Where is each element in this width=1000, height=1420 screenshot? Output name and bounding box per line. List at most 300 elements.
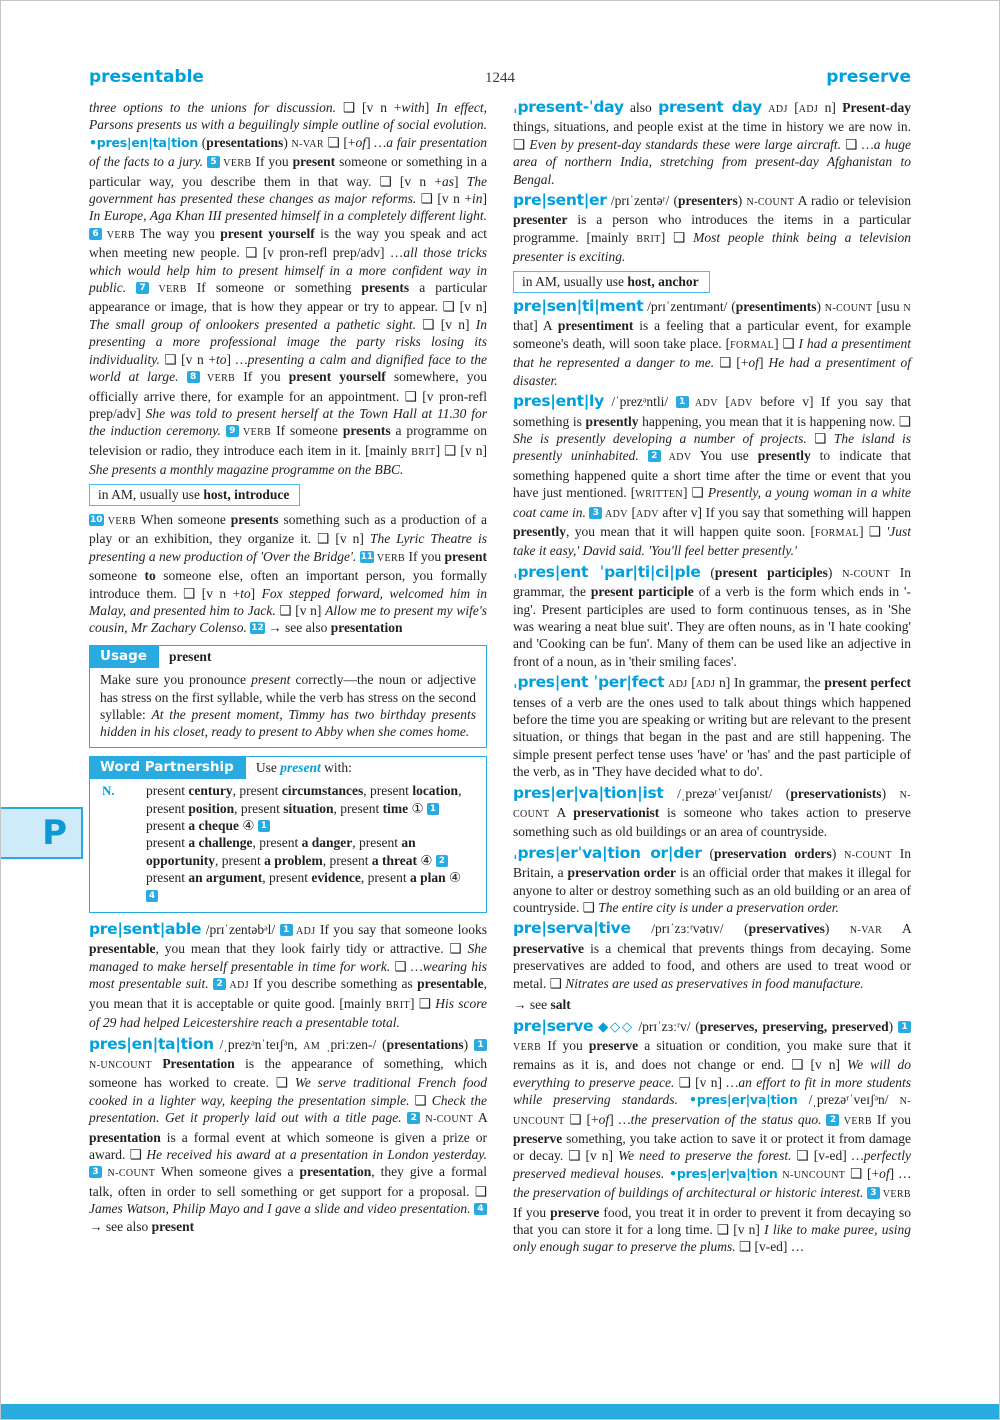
example-text: …perfectly preserved medieval houses. <box>513 1148 911 1181</box>
bold-text: preservative <box>513 940 584 956</box>
bold-text: Presentation <box>162 1055 235 1071</box>
text-run: present <box>146 783 189 799</box>
bold-text: preserves, preserving, preserved <box>699 1018 889 1034</box>
text-run: , present <box>363 783 413 799</box>
grammar-label: BRIT <box>411 446 436 458</box>
sense-number-badge: 9 <box>226 425 239 437</box>
text-run: something, you take action to save it or protect it from damage or decay. ❑ [v n] <box>513 1130 911 1164</box>
bottom-edge-bar <box>1 1404 999 1419</box>
example-text: of <box>598 1111 610 1127</box>
grammar-label: WRITTEN <box>635 489 683 501</box>
guide-word-right: preserve <box>826 67 911 87</box>
text-run: In grammar, the <box>513 564 912 600</box>
text-run: ] <box>250 585 262 601</box>
grammar-label: ADV <box>602 508 628 520</box>
text-run: /prɪˈzentɪmənt/ ( <box>643 299 736 315</box>
text-run: present <box>146 818 189 834</box>
text-run: to indicate that something happened quite a short time after the time or event that you have just mentioned. [ <box>513 448 911 501</box>
bold-text: a threat <box>371 852 418 868</box>
text-run: with: <box>320 759 352 775</box>
bold-text: present <box>292 154 336 170</box>
bold-text: an opportunity <box>146 835 416 868</box>
text-run: ] <box>226 351 236 367</box>
text-run: ❑ <box>394 958 411 974</box>
grammar-label: VERB <box>839 1115 872 1127</box>
bold-text: presentiment <box>557 318 634 334</box>
headword: present day <box>658 98 762 116</box>
bold-text: presently <box>585 413 639 429</box>
text-run: [ <box>687 675 696 691</box>
xref-see-salt <box>513 996 911 1013</box>
example-text: …a huge area of northern India, stretching from present-day Afghanistan to Bengal. <box>513 136 911 187</box>
usage-box-present <box>89 645 487 748</box>
grammar-label: ADV <box>729 398 753 410</box>
example-text: In Europe, Aga Khan III presented himself in a completely different light. <box>89 208 487 224</box>
text-run: ❑ [v n] <box>678 1074 727 1090</box>
grammar-label: ADV <box>635 508 659 520</box>
bold-text: host, introduce <box>203 486 290 502</box>
example-text: The small group of onlookers presented a pathetic sight. <box>89 316 423 332</box>
grammar-label: ADJ <box>668 679 688 691</box>
text-run: If you <box>871 1111 912 1127</box>
example-text: …the preservation of buildings of architectural or historic interest. <box>513 1165 911 1201</box>
text-run: ❑ [v n] <box>279 602 326 618</box>
grammar-label: ADV <box>660 452 692 464</box>
text-run: When someone <box>136 511 231 527</box>
text-run: /prɪˈzentəʳ/ ( <box>606 193 679 209</box>
text-run: ] <box>482 191 487 207</box>
text-run: tenses of a verb are the ones used to talk about things which happened before the time you are speaking or writing but are relevant to the present situation, or things that began in the past and are still happening. The simple present perfect tense uses 'have' or 'has' and the past participle of the verb, as in 'They have decided what to do'. <box>513 694 911 780</box>
grammar-label: ADV <box>688 398 718 410</box>
bold-text: present participles <box>714 564 828 580</box>
text-run: , present <box>252 835 302 851</box>
inline-headword: •pres|er|va|tion <box>669 1165 778 1181</box>
grammar-label: N-COUNT <box>102 1168 156 1180</box>
headword: pres|er|va|tion|ist <box>513 783 664 802</box>
sense-number-badge: 11 <box>360 551 374 562</box>
text-run: in AM, usually use <box>98 486 204 502</box>
grammar-label: ADJ <box>798 104 819 115</box>
text-run: is an official order that makes it illegal for anyone to alter or destroy something such as an old building or an area of countryside. ❑ <box>513 865 911 916</box>
bold-text: presenters <box>678 193 738 209</box>
text-run: ④ <box>238 818 258 834</box>
text-run: If you <box>405 548 445 564</box>
word-partnership-rows <box>146 782 476 904</box>
example-text: Most people think being a television presenter is exciting. <box>513 229 912 265</box>
sense-number-badge: 5 <box>207 156 220 168</box>
example-text: Presently, a young woman in a white coat came in. <box>513 485 911 520</box>
text-run: present <box>146 835 189 851</box>
bold-text: to <box>144 568 156 584</box>
text-run: ] <box>424 100 437 115</box>
word-partnership-tab: Word Partnership <box>90 757 246 779</box>
example-text: At the present moment, Timmy has two birthday presents hidden in his closet, ready to present to Abby when she comes home. <box>100 707 476 740</box>
text-run: , present <box>352 835 402 851</box>
text-run: /prɪˈzentəbᵊl/ <box>201 922 280 938</box>
text-run: ) <box>283 134 292 150</box>
text-run: ❑ [+ <box>323 134 356 150</box>
sense-number-badge: 4 <box>474 1203 487 1215</box>
example-text: James Watson, Philip Mayo and I gave a slide and video presentation. <box>89 1201 474 1217</box>
example-text: with <box>401 100 425 115</box>
text-run: someone <box>89 568 145 584</box>
bold-text: preservationist <box>573 805 660 821</box>
example-text: in <box>471 191 483 207</box>
text-run: You use <box>691 448 758 464</box>
bold-text: present <box>151 1218 195 1234</box>
bold-text: an argument <box>188 870 263 886</box>
text-run: ] <box>454 173 467 189</box>
headword: pre|sent|er <box>513 191 607 210</box>
bold-text: presentations <box>206 134 284 150</box>
bold-text: host, anchor <box>627 273 699 289</box>
sense-number-badge: 1 <box>280 924 293 936</box>
entry-present-perfect <box>513 674 911 780</box>
text-run: ❑ [v n + <box>420 191 472 207</box>
example-text: …a fair presentation of the facts to a jury. <box>89 134 488 170</box>
example-text: She managed to make herself presentable in time for work. <box>89 941 487 974</box>
example-text: I had a presentiment that he represented a danger to me. <box>513 335 911 371</box>
bold-text: presentable <box>89 941 156 957</box>
text-run: A <box>549 805 574 821</box>
text-run: A <box>473 1110 487 1126</box>
text-run: ) <box>831 845 845 861</box>
text-run: A <box>882 921 912 937</box>
sense-number-badge: 3 <box>589 507 602 519</box>
text-run: ❑ <box>814 430 834 446</box>
bold-text: present perfect <box>824 675 912 691</box>
bold-text: present yourself <box>220 225 315 241</box>
text-run: , present <box>146 783 462 816</box>
text-columns <box>89 99 911 1389</box>
text-run: ④ <box>445 870 462 886</box>
text-run: ) <box>888 1018 898 1034</box>
example-text: Check the presentation. Get it properly laid out with a title page. <box>89 1092 487 1126</box>
text-run: things, situations, and people exist at the time in history we are now in. ❑ <box>513 119 911 152</box>
text-run: [ <box>627 504 636 520</box>
example-text: to <box>215 351 227 367</box>
example-text: to <box>240 585 251 601</box>
bold-text: presents <box>361 280 410 296</box>
text-run: someone else, often an important person, you formally introduce them. ❑ [v n + <box>89 568 487 601</box>
example-text: In presenting a more professional image the party risks losing its individuality. <box>89 316 487 367</box>
text-run: , present <box>360 870 410 886</box>
example-text: as <box>442 173 455 189</box>
text-run: /ˌprezəʳˈveɪʃənɪst/ ( <box>663 785 791 801</box>
text-run: , you mean that it will happen quite soon. [ <box>566 523 816 539</box>
bold-text: a plan <box>409 870 446 886</box>
bold-text: presentation <box>299 1164 372 1180</box>
grammar-label: VERB <box>513 1041 542 1053</box>
sense-number-badge: 3 <box>89 1166 102 1178</box>
text-run: /ˌprezᵊnˈteɪʃᵊn, <box>213 1036 304 1052</box>
text-run: ❑ [v-ed] <box>796 1148 852 1164</box>
grammar-label: N-UNCOUNT <box>782 1169 846 1181</box>
bold-text: a danger <box>301 835 353 851</box>
example-text: …an effort to fit in more students while preserving standards. <box>513 1074 911 1108</box>
frequency-diamonds: ◆◇◇ <box>593 1018 634 1034</box>
sense-number-badge: 1 <box>676 396 689 408</box>
example-text: He had a presentiment of disaster. <box>513 355 911 388</box>
text-run: of a verb is the form which ends in '-ing'. Present participles are used to form continuous tenses, as in 'She was wearing a neat blue suit'. They are often nouns, as in 'I hate cooking' and 'Cooking can be fun'. Many of them can be used like an adjective in front of a noun, as in 'their smiling faces'. <box>513 584 911 669</box>
example-text: I like to make puree, using only enough sugar to preserve the plums. <box>513 1221 911 1255</box>
text-run: , present <box>262 870 312 886</box>
text-run: In Britain, a <box>513 845 912 881</box>
sense-number-badge: 12 <box>251 623 264 634</box>
entry-presenter <box>513 192 911 266</box>
text-run: ] <box>758 355 769 371</box>
headword: ˌpres|ent ˈper|fect <box>513 673 665 692</box>
text-run: ] ❑ <box>410 995 436 1011</box>
example-text: We will do everything to preserve peace. <box>513 1057 911 1090</box>
grammar-label: N-COUNT <box>844 849 892 861</box>
example-text: Even by present-day standards these were large aircraft. <box>529 136 846 152</box>
text-run: before v] If you say that something is <box>513 394 911 429</box>
text-run: is a person who introduces the items in a particular programme. [mainly <box>513 212 911 245</box>
text-run: ④ <box>417 852 436 868</box>
grammar-label: N-COUNT <box>824 303 873 315</box>
bold-text: presentation <box>330 620 403 636</box>
text-run: , present <box>322 852 372 868</box>
example-text: …the preservation of the status quo. <box>618 1111 827 1127</box>
text-run: ❑ [v-ed] … <box>738 1239 805 1255</box>
text-run: ] ❑ <box>660 229 694 245</box>
page-header <box>89 67 911 87</box>
headword: pres|ent|ly <box>513 392 604 411</box>
entry-preservation-order <box>513 845 911 917</box>
sense-number-badge: 2 <box>648 450 661 462</box>
example-text: Nitrates are used as preservatives in food manufacture. <box>565 975 864 991</box>
text-run: ] ❑ <box>774 335 799 351</box>
grammar-label: FORMAL <box>815 527 860 539</box>
grammar-label: VERB <box>149 284 187 296</box>
entry-preservationist <box>513 785 911 841</box>
text-run: If you <box>235 369 289 385</box>
bold-text: present participle <box>590 584 694 600</box>
bold-text: century <box>188 783 233 799</box>
text-run: Make sure you pronounce <box>100 672 252 688</box>
text-run: ] ❑ [v n] <box>435 442 487 458</box>
text-run: ) <box>881 785 900 801</box>
text-run: , present <box>215 852 265 868</box>
headword: pres|en|ta|tion <box>89 1034 214 1053</box>
bold-text: salt <box>550 997 571 1013</box>
bold-text: presentation <box>89 1129 161 1145</box>
grammar-label: ADJ <box>768 104 788 115</box>
text-run: , they give a formal talk, often in order to sell something or get support for a proposal. ❑ <box>89 1164 488 1199</box>
example-text: We serve traditional French food cooked in a lighter way, keeping the presentation simple. <box>89 1075 487 1108</box>
example-text: Fox stepped forward, welcomed him in Malay, and presented him to Jack. <box>89 585 487 618</box>
text-run: → see <box>513 997 551 1013</box>
text-run: also <box>623 100 659 115</box>
sense-link-badge: 4 <box>146 890 158 902</box>
grammar-label: N-COUNT <box>420 1114 474 1126</box>
bold-text: preserve <box>513 1130 563 1146</box>
text-run: , you mean that they look fairly tidy or attractive. ❑ <box>155 941 468 957</box>
example-text: In effect, Parsons presents us with a beguilingly simple outline of social evolution. <box>89 100 488 133</box>
text-run: If you say that someone looks <box>315 922 487 938</box>
sense-number-badge: 2 <box>407 1112 420 1124</box>
text-run: ❑ [+ <box>564 1111 599 1127</box>
text-run: [usu <box>872 299 904 315</box>
example-text: 'Just take it easy,' David said. 'You'll feel better presently.' <box>513 523 911 559</box>
grammar-label: AM <box>303 1040 321 1052</box>
text-run: ) <box>816 299 825 315</box>
text-run: /ˌprezəʳˈveɪʃᵊn/ <box>797 1092 900 1108</box>
text-run: that] A <box>513 318 558 334</box>
text-run: ) <box>824 921 850 937</box>
example-text: Allow me to present my wife's cousin, Mr Zachary Colenso. <box>89 602 488 636</box>
text-run: → see also <box>264 620 331 636</box>
text-run: ] <box>609 1111 619 1127</box>
bold-text: presents <box>230 511 279 527</box>
sense-link-badge: 1 <box>258 820 270 832</box>
grammar-label: N-COUNT <box>513 789 911 821</box>
text-run: after v] If you say that something will happen <box>658 504 911 520</box>
headword: pre|sent|able <box>89 920 202 939</box>
right-column <box>513 99 911 1389</box>
text-run: ( <box>198 134 207 150</box>
regional-note-box <box>89 484 300 506</box>
text-run: correctly—the noun or adjective has stress on the first syllable, while the verb has stress on the second syllable: <box>100 672 476 722</box>
sense-number-badge: 10 <box>90 514 103 525</box>
grammar-label: ADJ <box>695 679 716 691</box>
text-run: is a feeling that a particular event, for example someone's death, will soon take place. [ <box>513 318 912 351</box>
grammar-label: N-COUNT <box>842 568 890 580</box>
bold-text: presently <box>757 448 811 464</box>
text-run: something such as a production of a play or an exhibition, they organize it. ❑ [v n] <box>89 511 487 547</box>
text-run: ] <box>889 1165 899 1181</box>
bold-text: presentations <box>386 1036 464 1052</box>
example-text: of <box>355 134 367 150</box>
example-text: She was told to present herself at the Town Hall at 11.30 for the induction ceremony. <box>89 405 487 439</box>
bold-text: a problem <box>264 852 323 868</box>
sense-number-badge: 3 <box>867 1187 880 1199</box>
text-run: If someone or something <box>186 280 362 296</box>
text-run: If you <box>513 1204 551 1220</box>
text-run: ( <box>701 845 714 861</box>
example-text: all those tricks which would help him to present himself in a more confident way in public. <box>89 245 487 296</box>
text-run: , you mean that it is acceptable or quite good. [mainly <box>89 976 487 1011</box>
text-run: ❑ <box>845 136 862 152</box>
usage-body <box>90 668 486 747</box>
usage-tab: Usage <box>90 646 159 668</box>
bold-text: preserve <box>550 1204 600 1220</box>
text-run: ❑ [+ <box>845 1165 880 1181</box>
text-run: n] In grammar, the <box>715 675 825 691</box>
text-run: ) <box>463 1036 474 1052</box>
grammar-label: VERB <box>374 552 406 564</box>
guide-word-left: presentable <box>89 67 204 87</box>
grammar-label: VERB <box>219 158 252 170</box>
entry-present-continuation <box>89 99 487 479</box>
word-partnership-box-present <box>89 756 487 913</box>
letter-thumb-tab <box>1 807 83 859</box>
text-run: [ <box>717 394 730 410</box>
text-run: ] ❑ <box>682 485 708 501</box>
regional-note-box <box>513 271 710 293</box>
sense-number-badge: 7 <box>136 282 149 294</box>
text-run: [ <box>787 100 799 115</box>
example-text: We need to preserve the forest. <box>618 1148 797 1164</box>
example-text: The government has presented these changes as major reforms. <box>89 173 487 207</box>
text-run: ) <box>737 193 747 209</box>
word-partnership-row <box>146 782 476 817</box>
regional-note-host-anchor <box>513 271 911 293</box>
entry-preserve <box>513 1018 911 1256</box>
headword: ˌpresent-ˈday <box>513 98 624 116</box>
example-text: of <box>879 1165 890 1181</box>
text-run: food, you treat it in order to prevent it from decaying so that you can store it for a long time. ❑ [v n] <box>513 1204 911 1237</box>
text-run: ❑ [v n] <box>422 316 476 332</box>
text-run: ① <box>408 800 427 816</box>
headword: pre|serve <box>513 1016 594 1035</box>
entry-present-day <box>513 99 911 188</box>
grammar-label: N-VAR <box>849 925 883 937</box>
text-run: n] <box>818 100 843 115</box>
headword: ˌpres|ent ˈpar|ti|ci|ple <box>513 562 701 581</box>
word-partnership-row <box>146 817 476 834</box>
bold-text: presents <box>342 423 391 439</box>
text-run: /prɪˈzɜːʳvətɪv/ ( <box>630 921 749 937</box>
sense-link-badge: 1 <box>427 803 439 815</box>
text-run: a programme on television or radio, they introduce each item in it. [mainly <box>89 423 488 458</box>
bold-text: presently <box>513 523 566 539</box>
example-text: She presents a monthly magazine programme on the BBC. <box>89 462 404 478</box>
text-run: ˌpriːzen-/ ( <box>320 1036 387 1052</box>
bold-text: present yourself <box>288 369 386 385</box>
text-run: is the appearance of something, which someone has worked to create. ❑ <box>89 1055 487 1091</box>
text-run: someone or something in a particular way, you describe them in that way. ❑ [v n + <box>89 154 487 189</box>
word-partnership-row <box>146 869 476 904</box>
usage-word: present <box>168 648 212 664</box>
part-of-speech-label: N. <box>102 783 115 799</box>
text-run: ] <box>366 134 375 150</box>
bold-text: situation <box>283 800 334 816</box>
grammar-label: ADJ <box>226 980 249 992</box>
text-run: in AM, usually use <box>522 273 628 289</box>
entry-present-senses-10-12 <box>89 511 487 637</box>
text-run: If you <box>541 1037 589 1053</box>
grammar-label: FORMAL <box>730 339 775 351</box>
text-run <box>152 1056 162 1071</box>
bold-text: preserve <box>588 1037 639 1053</box>
text-run: /prɪˈzɜːʳv/ ( <box>633 1018 700 1034</box>
bold-text: a cheque <box>188 818 239 834</box>
grammar-label: VERB <box>103 515 137 527</box>
headword: pre|serva|tive <box>513 919 631 938</box>
headword: pre|sen|ti|ment <box>513 297 644 316</box>
bold-text: presenter <box>513 212 568 228</box>
grammar-label: VERB <box>879 1189 911 1201</box>
example-text: He received his award at a presentation in London yesterday. <box>146 1146 487 1162</box>
text-run: The way you <box>135 225 221 241</box>
text-run: is the way you speak and act when meeting new people. ❑ [v pron-refl prep/adv] … <box>89 225 487 261</box>
sense-number-badge: 6 <box>89 228 102 240</box>
example-text: of <box>748 355 759 371</box>
text-run: ( <box>700 564 715 580</box>
entry-present-participle <box>513 564 911 670</box>
text-run: somewhere, you officially arrive there, for example for an appointment. ❑ [v pron-refl prep/adv] <box>89 369 487 421</box>
page-number: 1244 <box>485 70 515 86</box>
text-run: ❑ <box>414 1092 432 1108</box>
entry-presently <box>513 393 911 560</box>
text-run: happening, you mean that it is happening now. ❑ <box>638 413 911 429</box>
sense-number-badge: 8 <box>187 371 200 383</box>
text-run: ❑ [v n + <box>342 100 402 115</box>
sense-number-badge: 1 <box>898 1021 911 1033</box>
text-run: , present <box>333 800 383 816</box>
